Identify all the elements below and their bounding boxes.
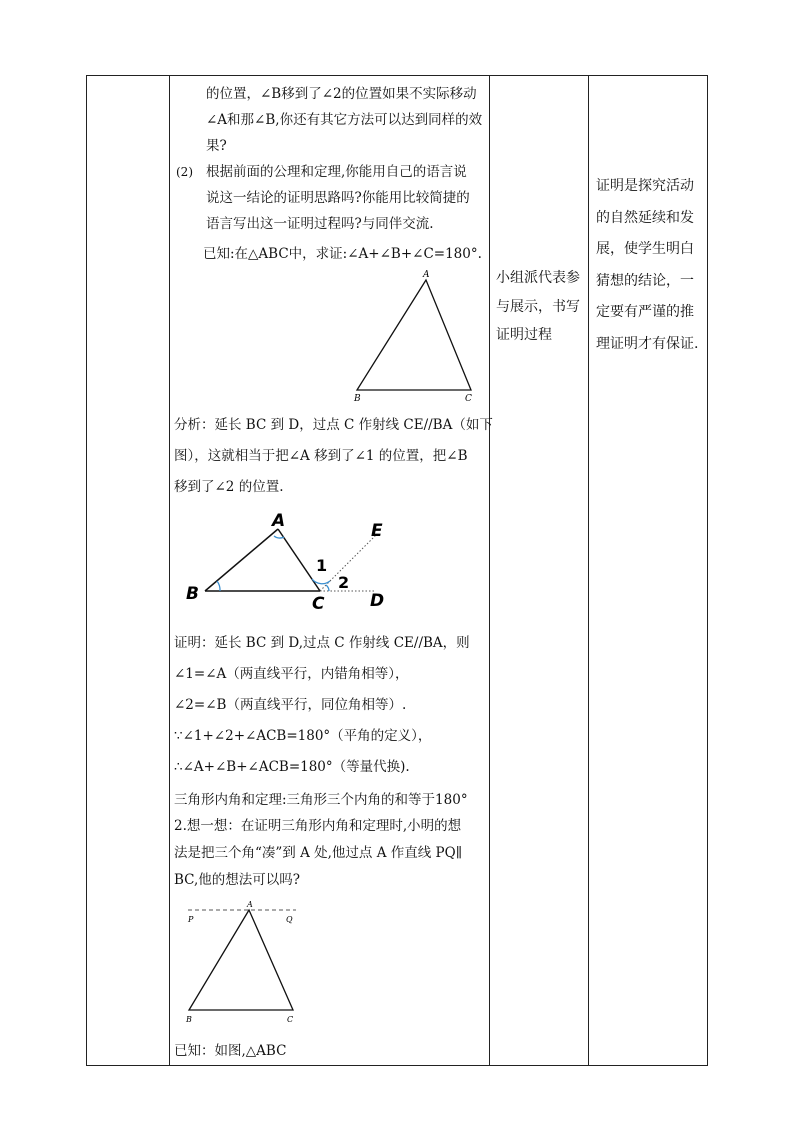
fig2-label-2: 2 — [338, 573, 350, 592]
fig2-label-d: D — [370, 591, 385, 611]
question2-number: (2) — [176, 165, 193, 179]
triangle-figure-2 — [180, 505, 410, 615]
para1-line3: 果? — [206, 138, 227, 154]
triangle-figure-1 — [340, 268, 490, 408]
table-right-border — [707, 75, 708, 1066]
triangle-figure-3 — [180, 898, 310, 1028]
question2-line1: 根据前面的公理和定理,你能用自己的语言说 — [206, 164, 467, 180]
fig3-label-b: B — [186, 1015, 192, 1024]
think-line1: 2.想一想：在证明三角形内角和定理时,小明的想 — [174, 818, 462, 834]
fig3-label-c: C — [287, 1015, 294, 1024]
para1-line2: ∠A和那∠B,你还有其它方法可以达到同样的效 — [206, 112, 483, 128]
student-activity-cell: 小组派代表参与展示，书写证明过程 — [496, 270, 580, 343]
think-line3: BC,他的想法可以吗? — [174, 872, 301, 888]
para1-line1: 的位置，∠B移到了∠2的位置如果不实际移动 — [206, 86, 477, 102]
proof-line2: ∠1=∠A（两直线平行，内错角相等）， — [174, 666, 409, 682]
column-divider-3 — [588, 75, 589, 1066]
given-statement-2: 已知：如图,△ABC — [174, 1043, 287, 1059]
fig2-label-b: B — [186, 584, 199, 604]
fig2-label-1: 1 — [316, 556, 328, 575]
theorem-statement: 三角形内角和定理:三角形三个内角的和等于180° — [174, 792, 468, 808]
fig1-label-a: A — [423, 270, 430, 280]
fig2-label-a: A — [272, 511, 286, 531]
proof-line4: ∵∠1+∠2+∠ACB=180°（平角的定义）， — [174, 728, 432, 744]
column-divider-1 — [169, 75, 170, 1066]
think-line2: 法是把三个角“凑”到 A 处,他过点 A 作直线 PQ∥ — [174, 845, 462, 861]
given-statement-1: 已知:在△ABC中，求证:∠A+∠B+∠C=180°. — [203, 246, 482, 262]
table-left-border — [86, 75, 87, 1066]
fig1-label-b: B — [354, 394, 361, 404]
question2-line3: 语言写出这一证明过程吗?与同伴交流. — [206, 216, 434, 232]
question2-line2: 说这一结论的证明思路吗?你能用比较简捷的 — [206, 190, 470, 206]
analysis-line3: 移到了∠2 的位置. — [174, 479, 284, 495]
table-top-border — [86, 75, 708, 76]
analysis-line2: 图），这就相当于把∠A 移到了∠1 的位置，把∠B — [174, 448, 468, 464]
column-divider-2 — [489, 75, 490, 1066]
proof-line3: ∠2=∠B（两直线平行，同位角相等）. — [174, 697, 407, 713]
proof-line5: ∴∠A+∠B+∠ACB=180°（等量代换). — [174, 759, 410, 775]
fig3-label-q: Q — [286, 915, 293, 924]
proof-line1: 证明：延长 BC 到 D,过点 C 作射线 CE//BA，则 — [174, 635, 470, 651]
fig3-label-a: A — [247, 900, 253, 909]
analysis-line1: 分析：延长 BC 到 D，过点 C 作射线 CE//BA（如下 — [174, 417, 493, 433]
design-intent-cell: 证明是探究活动的自然延续和发展，使学生明白猜想的结论，一定要有严谨的推理证明才有保证. — [596, 178, 699, 352]
fig2-label-c: C — [312, 594, 325, 614]
table-bottom-border — [86, 1065, 708, 1066]
fig2-label-e: E — [371, 521, 383, 541]
fig3-label-p: P — [188, 915, 194, 924]
fig1-label-c: C — [465, 394, 472, 404]
